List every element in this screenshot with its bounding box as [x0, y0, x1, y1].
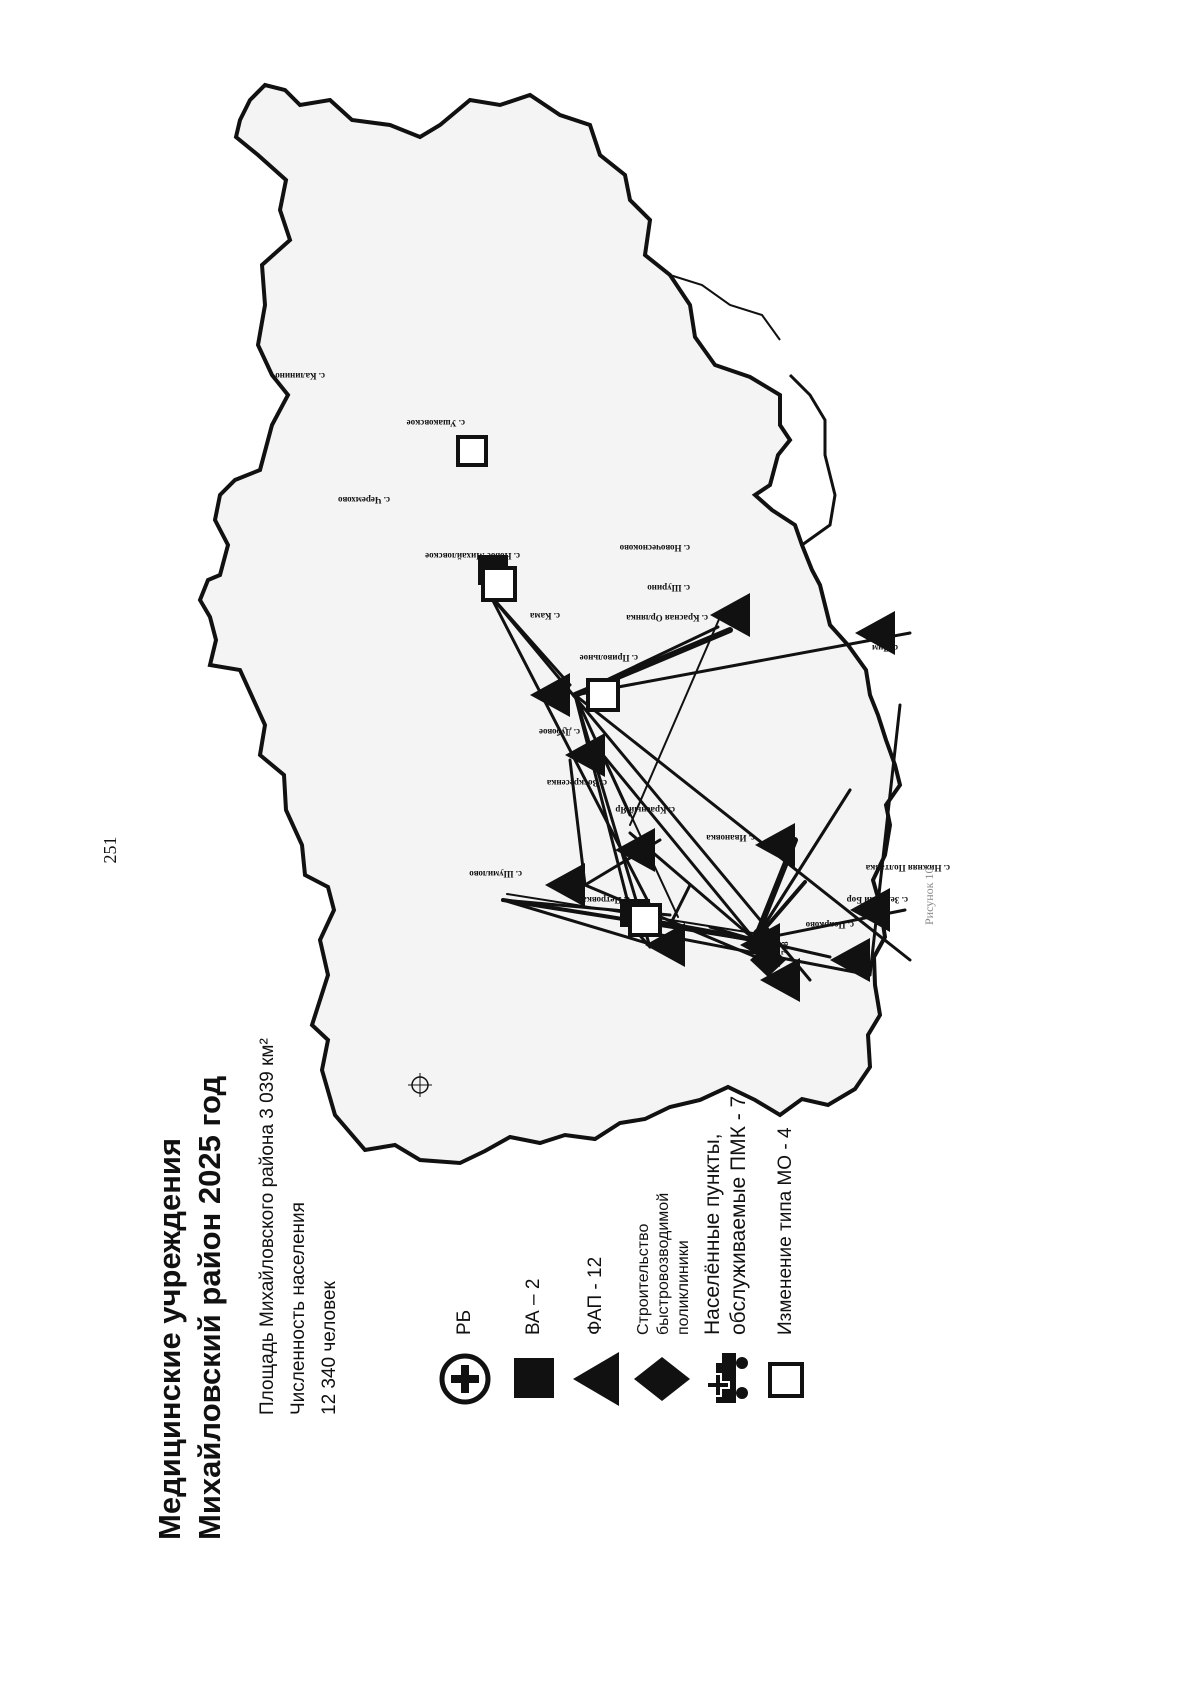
- title-line-1: Медицинские учреждения: [152, 1137, 187, 1540]
- village-label: с. Дубовое: [538, 727, 580, 737]
- hospital-cross-icon: [437, 1351, 493, 1407]
- village-label: с. Дим: [871, 643, 898, 653]
- mobile-clinic-icon: [700, 1347, 752, 1409]
- population-value: 12 340 человек: [319, 1281, 340, 1415]
- village-label: с. Шумилово: [469, 869, 522, 879]
- filled-square-icon: [510, 1354, 558, 1402]
- mo-change-marker: [588, 680, 618, 710]
- village-label: с. Калинино: [275, 371, 325, 381]
- village-label: с. Новочесноково: [619, 543, 690, 553]
- center-value-label: 718: [780, 941, 790, 955]
- village-label: с. Кама: [530, 611, 560, 621]
- mo-change-marker: [630, 905, 660, 935]
- village-label: с. Новое Михайловское: [425, 551, 520, 561]
- title-line-2: Михайловский район 2025 год: [192, 1075, 227, 1540]
- village-label: с. Красный Яр: [615, 805, 675, 815]
- village-label: с. Поярково: [805, 920, 854, 930]
- legend-label-rb: РБ: [454, 1309, 475, 1335]
- village-label: с. Черемхово: [338, 495, 390, 505]
- legend-label-mo-change: Изменение типа МО - 4: [775, 1127, 796, 1335]
- village-label: с. Привольное: [579, 653, 638, 663]
- village-label: с. Воскресенка: [546, 778, 607, 788]
- village-label: с. Красная Орлянка: [626, 613, 708, 623]
- figure-caption: Рисунок 10: [922, 867, 936, 925]
- mo-change-marker: [458, 437, 486, 465]
- hospital-marker: [752, 927, 772, 947]
- village-label: с. Ушаковское: [406, 418, 465, 428]
- village-label: с. Нижняя Полтавка: [865, 863, 950, 873]
- village-label: с. Петровка: [582, 895, 630, 905]
- village-label: с. Ивановка: [706, 833, 755, 843]
- legend-label-va: ВА – 2: [523, 1278, 544, 1335]
- legend-label-pmk: Населённые пункты, обслуживаемые ПМК - 7: [701, 1095, 750, 1335]
- page-number: 251: [100, 836, 120, 864]
- filled-triangle-icon: [570, 1350, 622, 1408]
- filled-diamond-icon: [631, 1355, 693, 1403]
- legend-label-polyclinic: Строительство быстровозводимой поликлиники: [635, 1192, 692, 1335]
- legend-label-fap: ФАП - 12: [585, 1256, 606, 1335]
- population-label: Численность населения: [288, 1202, 309, 1415]
- village-label: с. Шурино: [647, 583, 690, 593]
- village-label: с. Зелёный Бор: [846, 895, 908, 905]
- open-square-icon: [766, 1360, 806, 1400]
- district-boundary: [200, 85, 900, 1163]
- mo-change-marker: [483, 568, 515, 600]
- area-text: Площадь Михайловского района 3 039 км²: [257, 1038, 278, 1415]
